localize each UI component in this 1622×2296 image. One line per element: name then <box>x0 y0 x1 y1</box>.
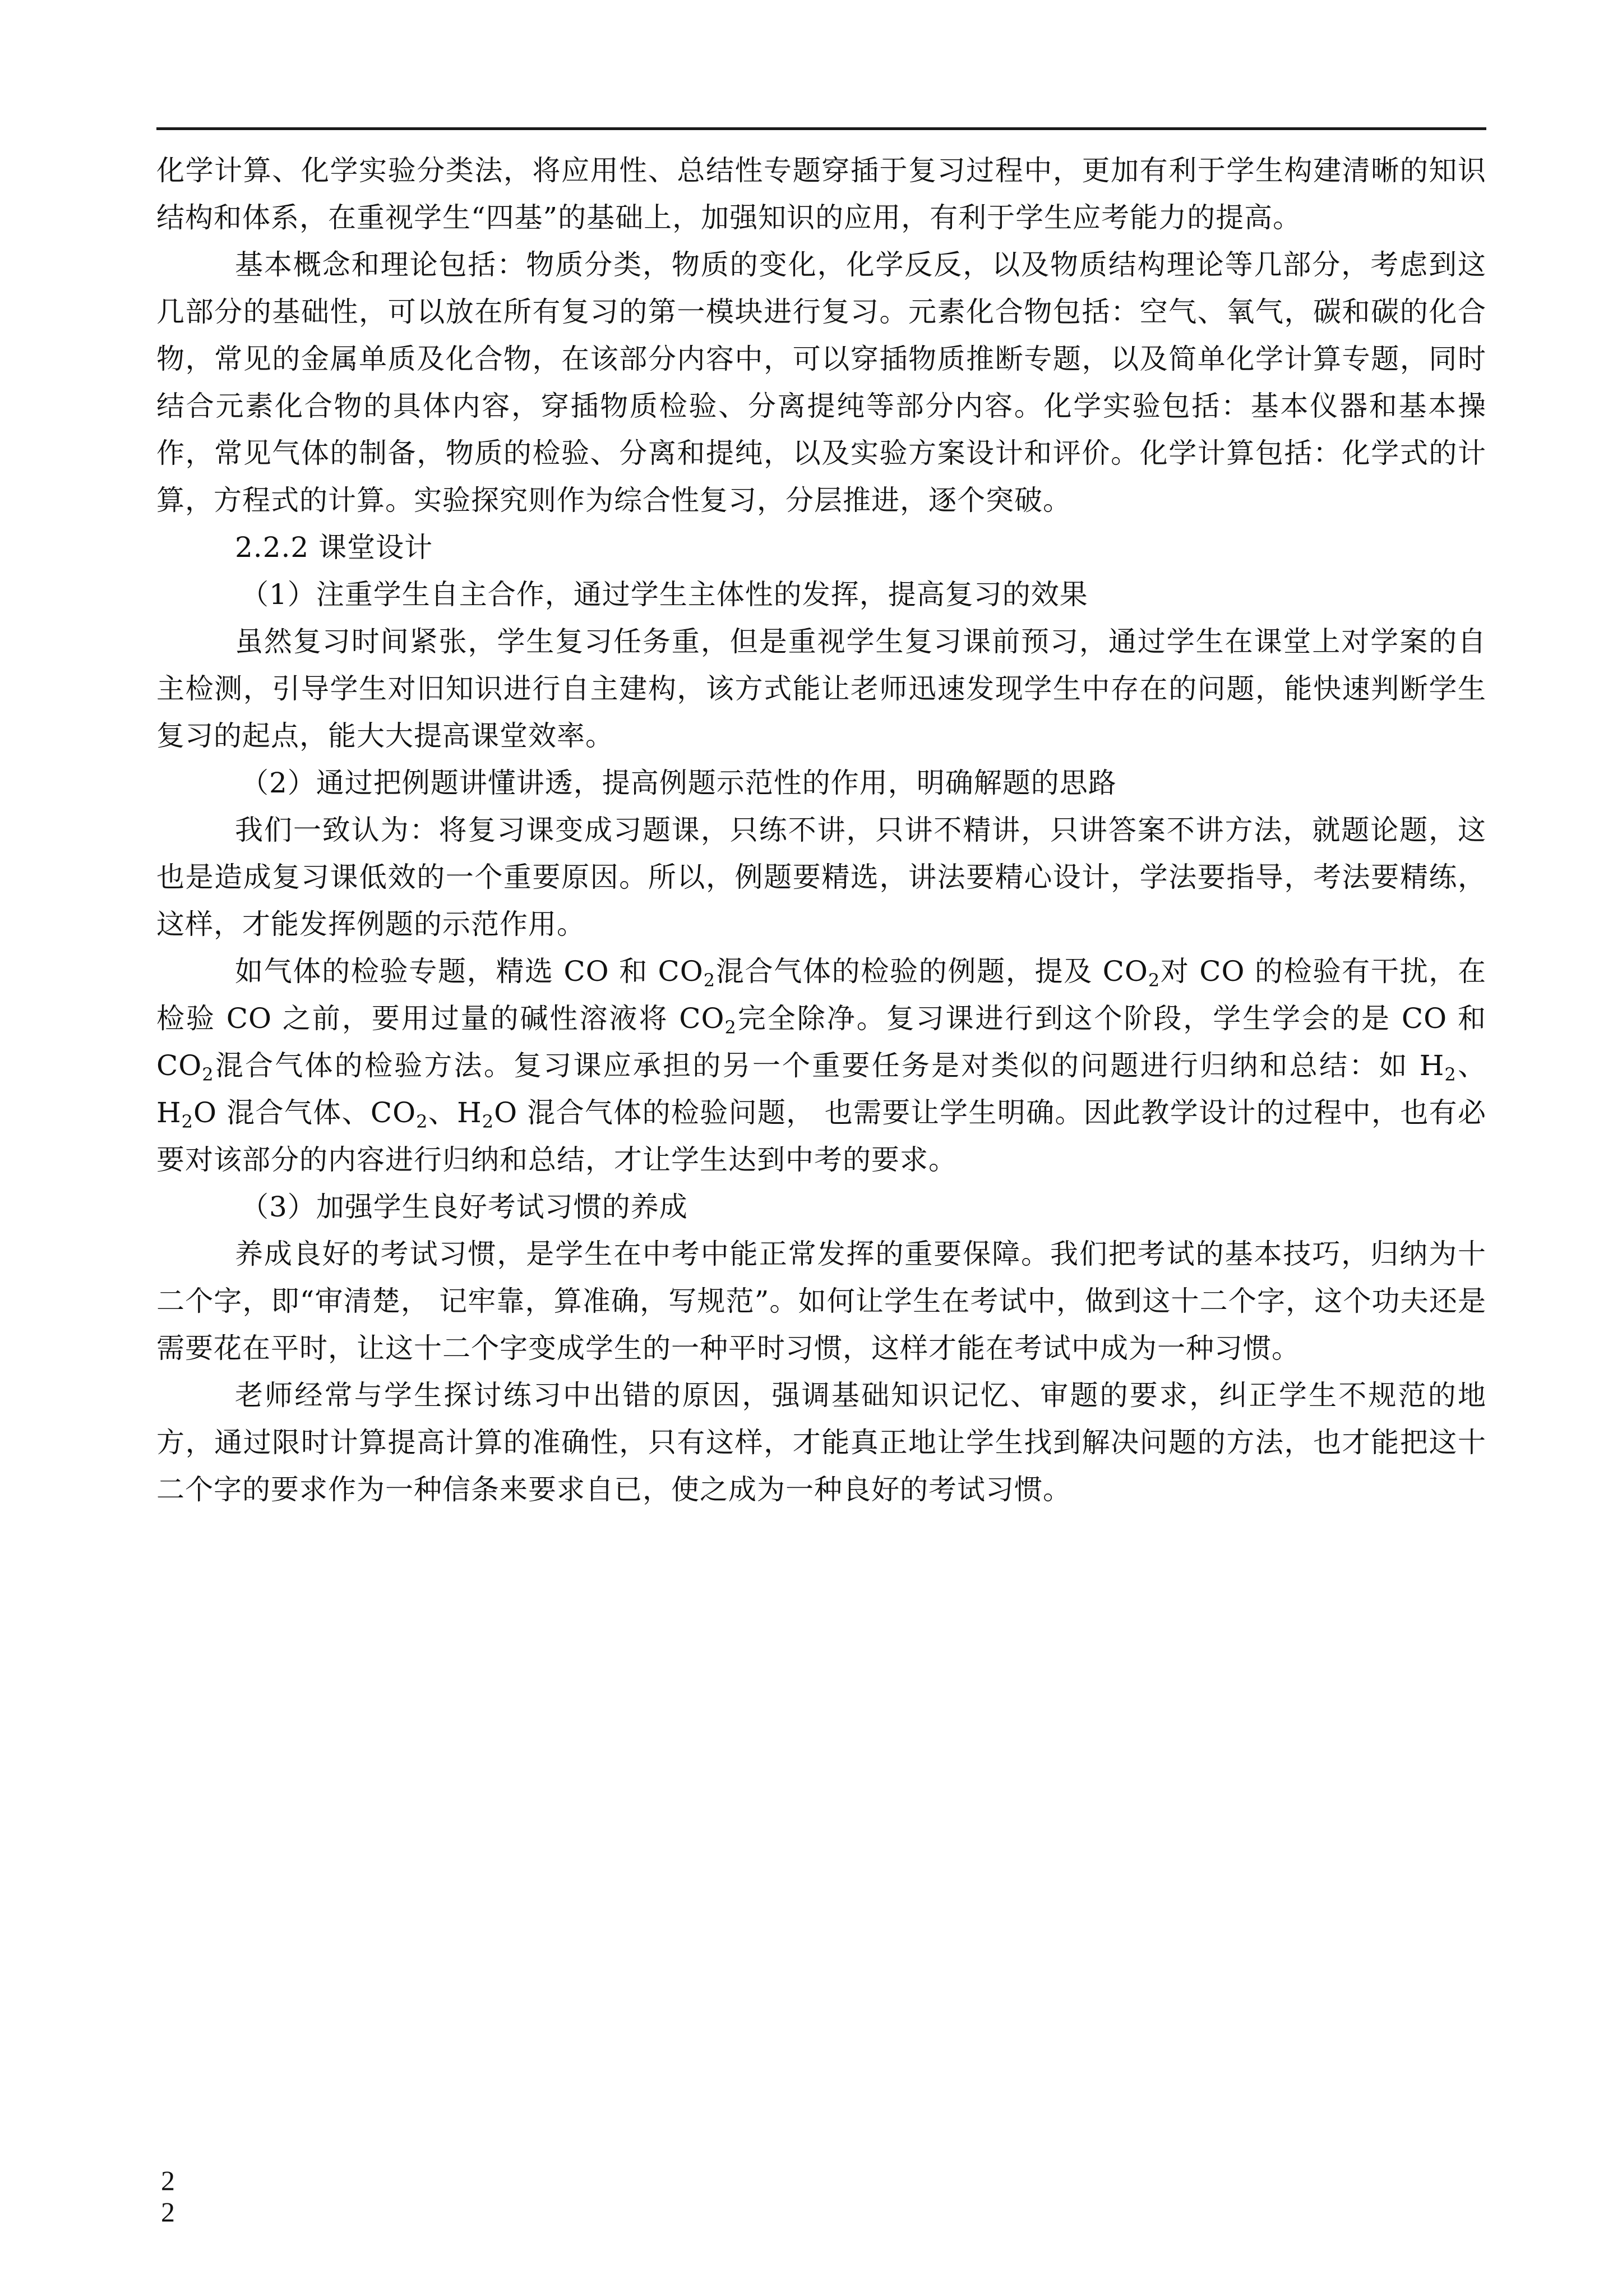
subsection-3-body-2: 老师经常与学生探讨练习中出错的原因，强调基础知识记忆、审题的要求，纠正学生不规范的地方，通过限时计算提高计算的准确性，只有这样，才能真正地让学生找到解决问题的方法，也才能把这十二个字的要求作为一种信条来要求自已，使之成为一种良好的考试习惯。 <box>156 1379 1486 1506</box>
subscript: 2 <box>1148 970 1161 991</box>
header-rule <box>156 127 1486 130</box>
page-number <box>161 2165 175 2228</box>
section-heading: 2.2.2 课堂设计 <box>235 531 433 564</box>
example-text-7: O 混合气体、CO <box>193 1096 417 1129</box>
subscript: 2 <box>482 1111 495 1132</box>
subscript: 2 <box>202 1064 214 1085</box>
subsection-1-heading: （1）注重学生自主合作，通过学生主体性的发挥，提高复习的效果 <box>241 578 1088 611</box>
example-text-3: 对 CO 的检验有干扰，在检验 CO 之前，要用过量的碱性溶液将 CO <box>156 955 1486 1035</box>
subsection-2-body: 我们一致认为：将复习课变成习题课，只练不讲，只讲不精讲，只讲答案不讲方法，就题论题，这也是造成复习课低效的一个重要原因。所以，例题要精选，讲法要精心设计，学法要指导，考法要精练，这样，才能发挥例题的示范作用。 <box>156 814 1486 940</box>
paragraph-basic-concepts: 基本概念和理论包括：物质分类，物质的变化，化学反反，以及物质结构理论等几部分，考虑到这几部分的基础性，可以放在所有复习的第一模块进行复习。元素化合物包括：空气、氧气，碳和碳的化合物，常见的金属单质及化合物，在该部分内容中，可以穿插物质推断专题，以及简单化学计算专题，同时结合元素化合物的具体内容，穿插物质检验、分离提纯等部分内容。化学实验包括：基本仪器和基本操作，常见气体的制备，物质的检验、分离和提纯，以及实验方案设计和评价。化学计算包括：化学式的计算，方程式的计算。实验探究则作为综合性复习，分层推进，逐个突破。 <box>156 248 1486 517</box>
subscript: 2 <box>703 970 716 991</box>
example-text-9: O 混合气体的检验问题， 也需要让学生明确。因此教学设计的过程中，也有必要对该部分的内容进行归纳和总结，才让学生达到中考的要求。 <box>156 1096 1486 1176</box>
example-text-8: 、H <box>428 1096 482 1129</box>
subsection-1-body: 虽然复习时间紧张，学生复习任务重，但是重视学生复习课前预习，通过学生在课堂上对学案的自主检测，引导学生对旧知识进行自主建构，该方式能让老师迅速发现学生中存在的问题，能快速判断学生复习的起点，能大大提高课堂效率。 <box>156 625 1486 752</box>
subscript: 2 <box>724 1017 737 1038</box>
subsection-3-body-1: 养成良好的考试习惯，是学生在中考中能正常发挥的重要保障。我们把考试的基本技巧，归纳为十二个字，即“审清楚， 记牢靠，算准确，写规范”。如何让学生在考试中，做到这十二个字，这个功夫还是需要花在平时，让这十二个字变成学生的一种平时习惯，这样才能在考试中成为一种习惯。 <box>156 1238 1486 1364</box>
subsection-2-example <box>156 948 1486 1183</box>
example-text-1: 如气体的检验专题，精选 CO 和 CO <box>235 955 704 988</box>
example-text-5: 混合气体的检验方法。复习课应承担的另一个重要任务是对类似的问题进行归纳和总结：如 H <box>214 1049 1445 1082</box>
example-text-4: 完全除净。复习课进行到这个阶段，学生学会的是 CO 和 CO <box>156 1002 1486 1082</box>
example-text-6: 、H <box>156 1049 1487 1129</box>
document-body <box>156 147 1486 1513</box>
paragraph-intro-continuation: 化学计算、化学实验分类法，将应用性、总结性专题穿插于复习过程中，更加有利于学生构建清晰的知识结构和体系，在重视学生“四基”的基础上，加强知识的应用，有利于学生应考能力的提高。 <box>156 154 1486 234</box>
subsection-2-heading: （2）通过把例题讲懂讲透，提高例题示范性的作用，明确解题的思路 <box>241 767 1117 799</box>
subsection-3-heading: （3）加强学生良好考试习惯的养成 <box>241 1191 688 1223</box>
subscript: 2 <box>416 1111 428 1132</box>
example-text-2: 混合气体的检验的例题，提及 CO <box>715 955 1148 988</box>
page-number-line-2: 2 <box>161 2196 175 2228</box>
page-number-line-1: 2 <box>161 2165 175 2196</box>
subscript: 2 <box>181 1111 193 1132</box>
subscript: 2 <box>1444 1064 1457 1085</box>
